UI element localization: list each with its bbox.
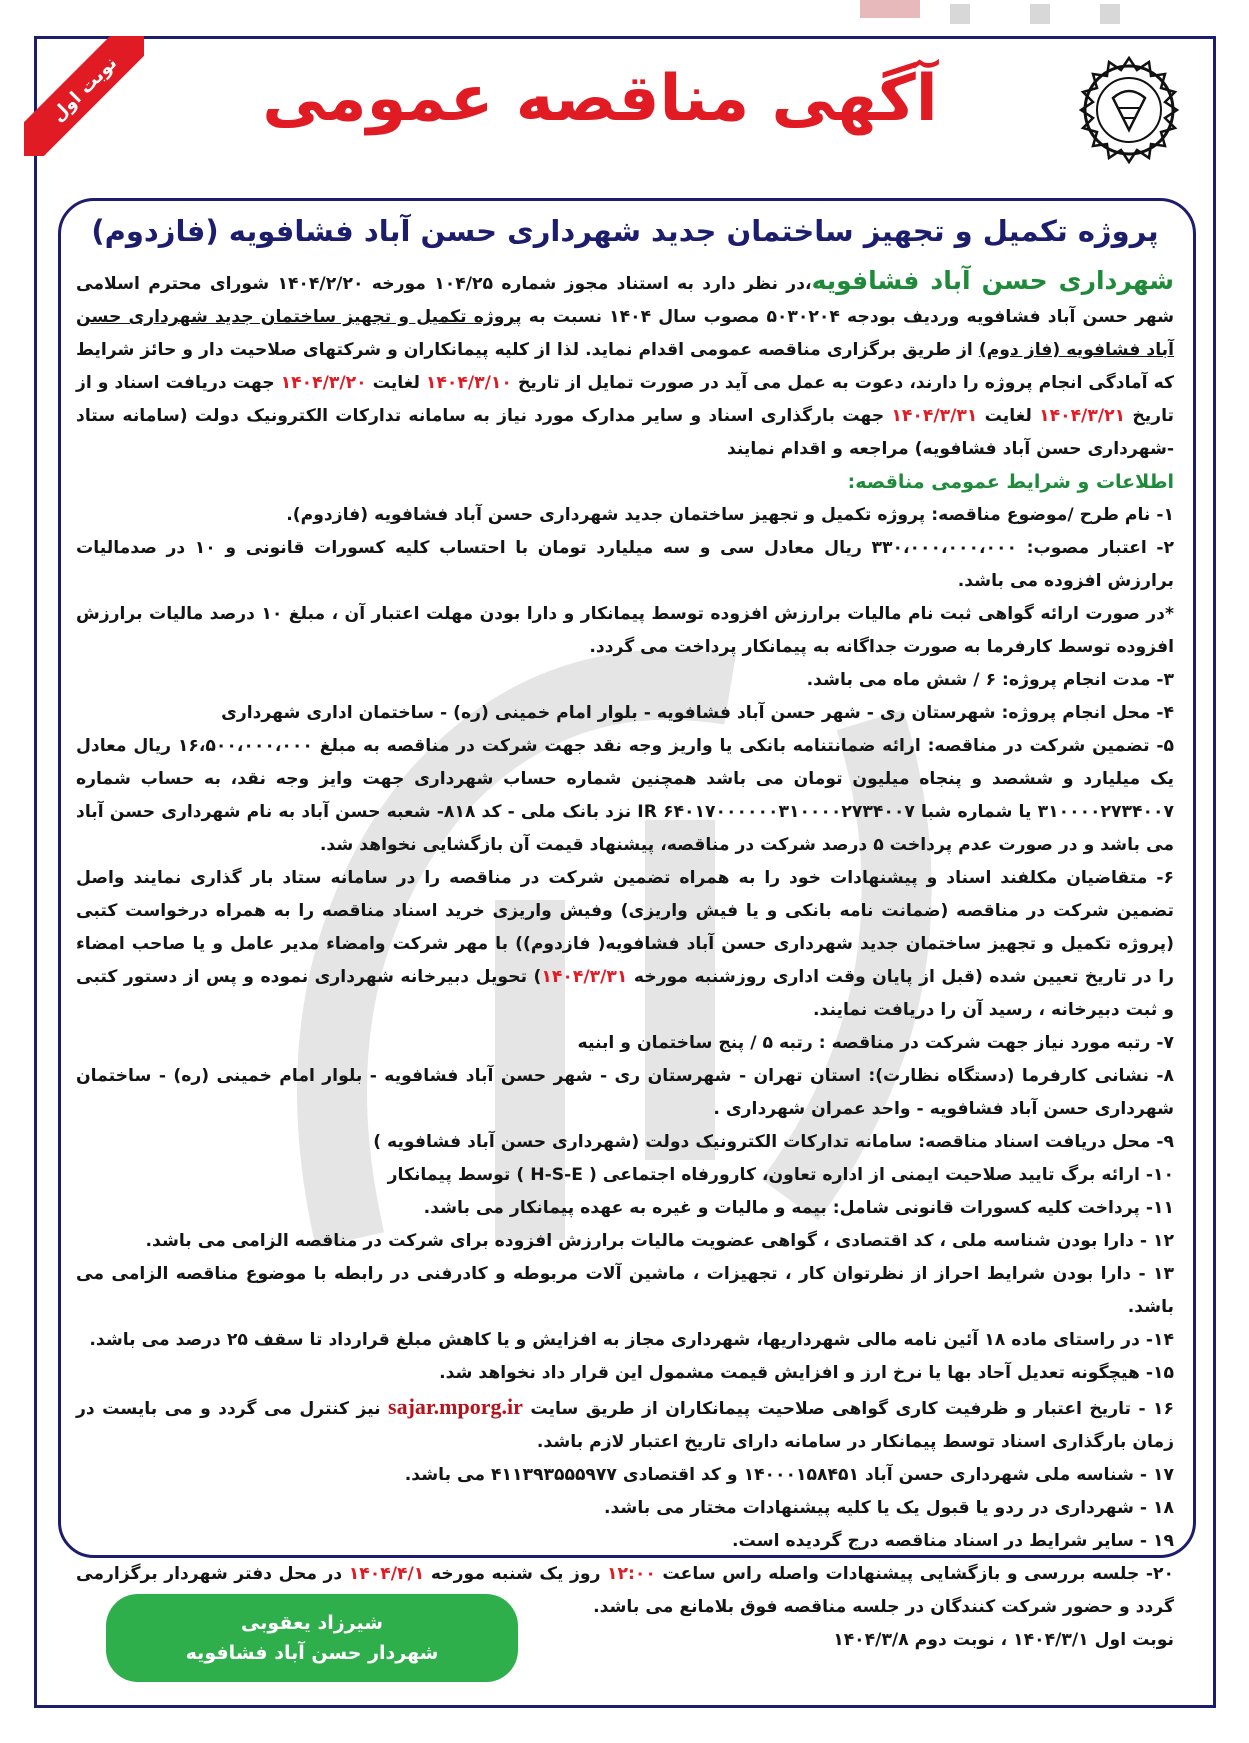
item-18: ۱۸ - شهرداری در ردو یا قبول یک یا کلیه پیشنهادات مختار می باشد.: [603, 1498, 1174, 1518]
date-3: ۱۴۰۴/۳/۲۱: [1039, 406, 1126, 426]
item-16-text-b: نیز کنترل می گردد و می بایست در زمان بارگذاری اسناد توسط پیمانکار در سامانه دارای تاریخ اعتبار لازم باشد.: [76, 1399, 1174, 1452]
item-3: ۳- مدت انجام پروژه: ۶ / شش ماه می باشد.: [806, 670, 1174, 690]
item-10: ۱۰- ارائه برگ تایید صلاحیت ایمنی از اداره تعاون، کارورفاه اجتماعی ( H-S-E ) توسط پیمانکار: [387, 1165, 1174, 1185]
item-16-text-a: ۱۶ - تاریخ اعتبار و ظرفیت کاری گواهی صلاحیت پیمانکاران از طریق سایت: [522, 1399, 1174, 1419]
headline: آگهی مناقصه عمومی: [262, 62, 938, 136]
item-5: ۵- تضمین شرکت در مناقصه: ارائه ضمانتنامه بانکی یا واریز وجه نقد جهت شرکت در مناقصه به مبلغ ۱۶،۵۰۰،۰۰۰،۰۰۰ ریال معادل یک میلیارد و ششصد و پنجاه میلیون تومان می باشد همچنین شماره حساب شهرداری جهت وایز وجه نقد، به حساب شماره ۳۱۰۰۰۰۲۷۳۴۰۰۷ یا شماره شبا IR ۶۴۰۱۷۰۰۰۰۰۰۳۱۰۰۰۰۲۷۳۴۰۰۷ نزد بانک ملی - کد ۸۱۸- شعبه حسن آباد به نام شهرداری حسن آباد می باشد و در صورت عدم پرداخت ۵ درصد شرکت در مناقصه، پیشنهاد قیمت آن بازگشایی نخواهد شد.: [76, 736, 1174, 855]
publish-dates: نوبت اول ۱۴۰۴/۳/۱ ، نوبت دوم ۱۴۰۴/۳/۸: [833, 1630, 1174, 1650]
item-15: ۱۵- هیچگونه تعدیل آحاد بها یا نرخ ارز و افزایش قیمت مشمول این قرار داد نخواهد شد.: [439, 1363, 1174, 1383]
announcement-body: [76, 264, 1174, 1657]
item-20-time: ۱۲:۰۰: [607, 1564, 656, 1584]
top-edge-decoration: [800, 0, 1249, 30]
corner-badge: [24, 36, 144, 156]
item-7: ۷- رتبه مورد نیاز جهت شرکت در مناقصه : رتبه ۵ / پنج ساختمان و ابنیه: [577, 1033, 1174, 1053]
item-13: ۱۳ - دارا بودن شرایط احراز از نظرتوان کار ، تجهیزات ، ماشین آلات مربوطه و کادرفنی در رابطه با موضوع مناقصه الزامی می باشد.: [76, 1264, 1174, 1317]
intro-text-5: لغایت: [977, 406, 1040, 426]
subtitle: پروژه تکمیل و تجهیز ساختمان جدید شهرداری حسن آباد فشافویه (فازدوم): [91, 214, 1159, 248]
section-title: اطلاعات و شرایط عمومی مناقصه:: [847, 471, 1174, 493]
intro-paragraph: [76, 264, 1174, 466]
intro-text-4: جهت دریافت اسناد و از تاریخ: [76, 373, 1174, 426]
item-20-text-c: در محل دفتر شهردار برگزارمی گردد و حضور شرکت کنندگان در جلسه مناقصه فوق بلامانع می باشد.: [76, 1564, 1174, 1617]
org-name: شهرداری حسن آباد فشافویه: [811, 266, 1175, 295]
item-6-date: ۱۴۰۴/۳/۳۱: [541, 967, 628, 987]
date-2: ۱۴۰۴/۳/۲۰: [280, 373, 367, 393]
signature-box: [106, 1594, 518, 1682]
project-name: پروژه تکمیل و تجهیز ساختمان جدید شهرداری حسن آباد فشافویه (فاز دوم): [76, 307, 1175, 360]
item-12: ۱۲ - دارا بودن شناسه ملی ، کد اقتصادی ، گواهی عضویت مالیات برارزش افزوده برای شرکت در مناقصه الزامی می باشد.: [145, 1231, 1174, 1251]
intro-text-6: جهت بارگذاری اسناد و سایر مدارک مورد نیاز به سامانه تدارکات الکترونیک دولت (سامانه ستاد -شهرداری حسن آباد فشافویه) مراجعه و اقدام نمایند: [76, 406, 1174, 459]
intro-text-2: از طریق برگزاری مناقصه عمومی اقدام نماید. لذا از کلیه پیمانکاران و شرکتهای صلاحیت دار و حائز شرایط که آمادگی انجام پروژه را دارند، دعوت به عمل می آید در صورت تمایل از تاریخ: [76, 340, 1174, 393]
item-20-date: ۱۴۰۴/۴/۱: [348, 1564, 425, 1584]
item-6: [76, 862, 1174, 1027]
item-19: ۱۹ - سایر شرایط در اسناد مناقصه درج گردیده است.: [732, 1531, 1174, 1551]
intro-text-3: لغایت: [366, 373, 426, 393]
item-11: ۱۱- پرداخت کلیه کسورات قانونی شامل: بیمه و مالیات و غیره به عهده پیمانکار می باشد.: [423, 1198, 1174, 1218]
item-2: ۲- اعتبار مصوب: ۳۳۰،۰۰۰،۰۰۰،۰۰۰ ریال معادل سی و سه میلیارد تومان با احتساب کلیه کسورات قانونی و ۱۰ در صدمالیات برارزش افزوده می باشد.: [76, 538, 1174, 591]
signature-title: شهردار حسن آباد فشافویه: [185, 1642, 439, 1664]
item-8: ۸- نشانی کارفرما (دستگاه نظارت): استان تهران - شهرستان ری - شهر حسن آباد فشافویه - بلوار امام خمینی (ره) - ساختمان شهرداری حسن آباد فشافویه - واحد عمران شهرداری .: [76, 1066, 1174, 1119]
item-note: *در صورت ارائه گواهی ثبت نام مالیات برارزش افزوده توسط پیمانکار و دارا بودن مهلت اعتبار آن ، مبلغ ۱۰ درصد مالیات برارزش افزوده توسط کارفرما به صورت جداگانه به پیمانکار پرداخت می گردد.: [76, 604, 1174, 657]
item-14: ۱۴- در راستای ماده ۱۸ آئین نامه مالی شهرداریها، شهرداری مجاز به افزایش و یا کاهش مبلغ قرارداد تا سقف ۲۵ درصد می باشد.: [89, 1330, 1174, 1350]
item-1: ۱- نام طرح /موضوع مناقصه: پروژه تکمیل و تجهیز ساختمان جدید شهرداری حسن آباد فشافویه (فازدوم).: [286, 505, 1174, 525]
item-20-text-a: ۲۰- جلسه بررسی و بازگشایی پیشنهادات واصله راس ساعت: [655, 1564, 1174, 1584]
item-6-text-b: ) تحویل دبیرخانه شهرداری نموده و پس از دستور کتبی و ثبت دبیرخانه ، رسید آن را دریافت نمایند.: [76, 967, 1174, 1020]
badge-label: نوبت اول: [24, 36, 144, 156]
intro-text-1: ،در نظر دارد به استناد مجوز شماره ۱۰۴/۲۵ مورخه ۱۴۰۴/۲/۲۰ شورای محترم اسلامی شهر حسن آباد فشافویه وردیف بودجه ۵۰۳۰۲۰۴ مصوب سال ۱۴۰۴ نسبت به: [76, 274, 1174, 327]
item-17: ۱۷ - شناسه ملی شهرداری حسن آباد ۱۴۰۰۰۱۵۸۴۵۱ و کد اقتصادی ۴۱۱۳۹۳۵۵۵۹۷۷ می باشد.: [404, 1465, 1174, 1485]
date-1: ۱۴۰۴/۳/۱۰: [425, 373, 512, 393]
item-4: ۴- محل انجام پروژه: شهرستان ری - شهر حسن آباد فشافویه - بلوار امام خمینی (ره) - ساختمان اداری شهرداری: [221, 703, 1174, 723]
signature-name: شیرزاد یعقوبی: [241, 1612, 383, 1634]
sajar-link[interactable]: sajar.mporg.ir: [388, 1394, 523, 1419]
item-16: [76, 1390, 1174, 1459]
municipality-logo-icon: [1069, 48, 1189, 178]
item-20-text-b: روز یک شنبه مورخه: [424, 1564, 608, 1584]
item-6-text-a: ۶- متقاضیان مکلفند اسناد و پیشنهادات خود را به همراه تضمین شرکت در مناقصه را در سامانه ستاد بار گذاری نمایند واصل تضمین شرکت در مناقصه (ضمانت نامه بانکی و یا فیش واریزی) وفیش واریزی خرید اسناد مناقصه را به همراه درخواست کتبی (پروژه تکمیل و تجهیز ساختمان جدید شهرداری حسن آباد فشافویه( فازدوم)) با مهر شرکت وامضاء مدیر عامل و یا صاحب امضاء را در تاریخ تعیین شده (قبل از پایان وقت اداری روزشنبه مورخه: [76, 868, 1174, 987]
item-9: ۹- محل دریافت اسناد مناقصه: سامانه تدارکات الکترونیک دولت (شهرداری حسن آباد فشافویه ): [373, 1132, 1174, 1152]
date-4: ۱۴۰۴/۳/۳۱: [891, 406, 978, 426]
